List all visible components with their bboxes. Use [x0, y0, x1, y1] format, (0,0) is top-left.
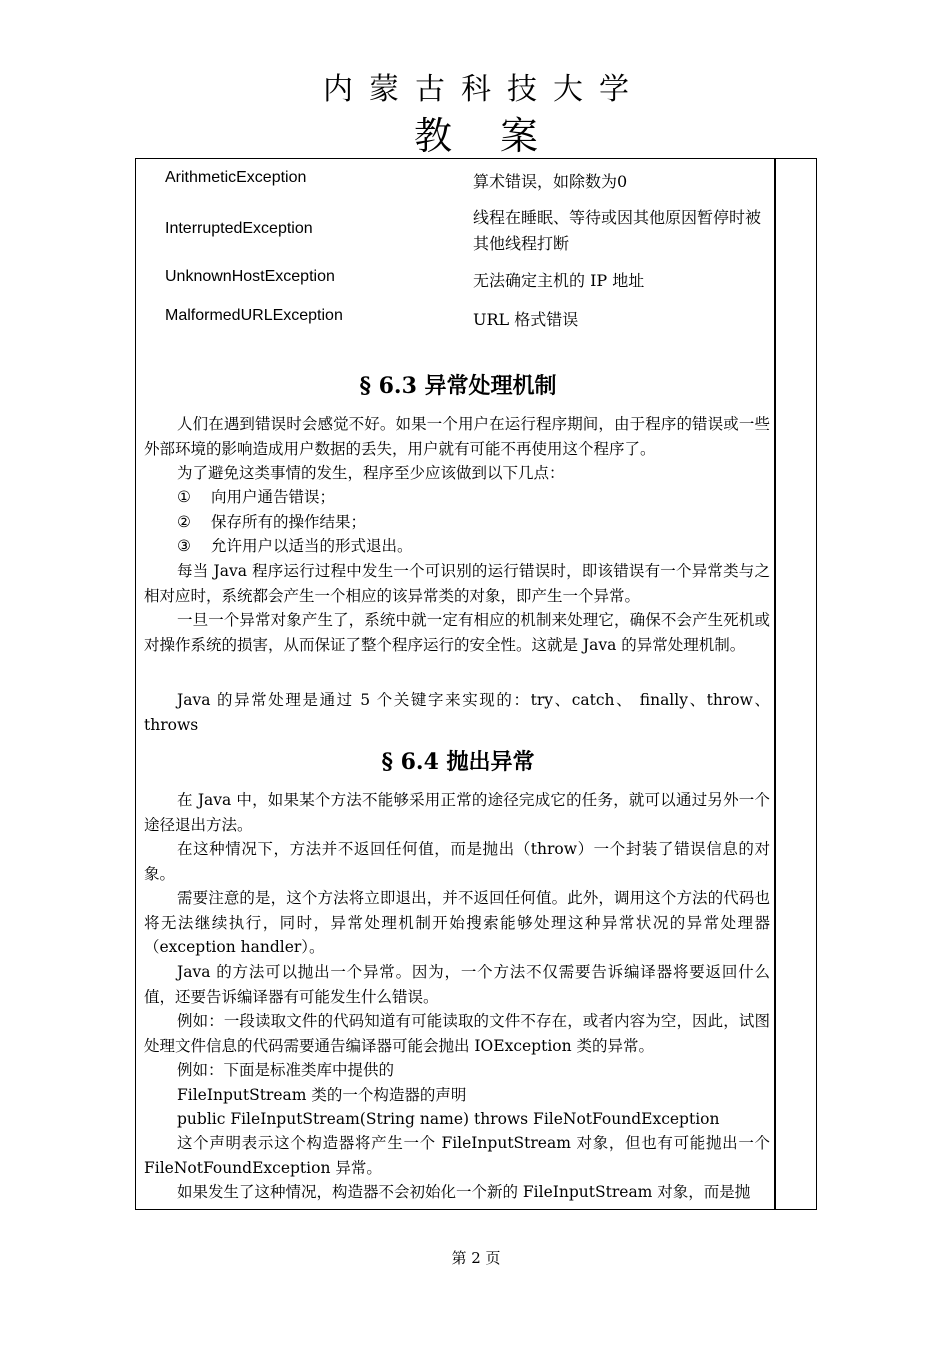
page-number: 第 2 页: [451, 1249, 501, 1267]
paragraph: 例如：一段读取文件的代码知道有可能读取的文件不存在，或者内容为空，因此，试图处理文件信息的代码需要通告编译器可能会抛出 IOException 类的异常。: [144, 1012, 770, 1055]
list-item: [177, 485, 335, 510]
paragraph: Java 的异常处理是通过 5 个关键字来实现的：try、catch、 finally、throw、throws: [144, 691, 770, 734]
paragraph: 为了避免这类事情的发生，程序至少应该做到以下几点：: [177, 464, 565, 482]
list-item: [177, 534, 413, 559]
list-number: ②: [177, 513, 191, 531]
doc-type-title: 教案: [413, 114, 586, 158]
university-title: 内蒙古科技大学: [323, 72, 645, 107]
code-declaration: public FileInputStream(String name) throws FileNotFoundException: [177, 1110, 720, 1128]
paragraph: 每当 Java 程序运行过程中发生一个可识别的运行错误时，即该错误有一个异常类与之相对应时，系统都会产生一个相应的该异常类的对象，即产生一个异常。: [144, 562, 770, 605]
section-title-6-4: § 6.4 抛出异常: [381, 749, 535, 775]
text-line: FileInputStream 类的一个构造器的声明: [177, 1086, 467, 1104]
paragraph: 这个声明表示这个构造器将产生一个 FileInputStream 对象，但也有可能抛出一个 FileNotFoundException 异常。: [144, 1134, 770, 1177]
section-title-6-3: § 6.3 异常处理机制: [359, 373, 557, 399]
paragraph: 一旦一个异常对象产生了，系统中就一定有相应的机制来处理它，确保不会产生死机或对操作系统的损害，从而保证了整个程序运行的安全性。这就是 Java 的异常处理机制。: [144, 611, 770, 654]
exception-name: InterruptedException: [165, 220, 313, 237]
exception-desc: URL 格式错误: [473, 310, 579, 329]
exception-name: MalformedURLException: [165, 307, 343, 324]
paragraph: 需要注意的是，这个方法将立即退出，并不返回任何值。此外，调用这个方法的代码也将无法继续执行，同时，异常处理机制开始搜索能够处理这种异常状况的异常处理器（exception handler）。: [144, 889, 770, 956]
paragraph: 人们在遇到错误时会感觉不好。如果一个用户在运行程序期间，由于程序的错误或一些外部环境的影响造成用户数据的丢失，用户就有可能不再使用这个程序了。: [144, 415, 770, 458]
exception-desc: 线程在睡眠、等待或因其他原因暂停时被其他线程打断: [473, 208, 762, 253]
list-item: [177, 510, 366, 535]
list-text: 向用户通告错误；: [211, 488, 336, 506]
exception-name: UnknownHostException: [165, 268, 335, 285]
list-number: ①: [177, 488, 191, 506]
paragraph: 在这种情况下，方法并不返回任何值，而是抛出（throw）一个封装了错误信息的对象。: [144, 840, 770, 883]
page-content: [144, 158, 772, 1208]
paragraph: 在 Java 中，如果某个方法不能够采用正常的途径完成它的任务，就可以通过另外一个途径退出方法。: [144, 791, 770, 834]
exception-desc: 算术错误，如除数为0: [473, 172, 628, 191]
exception-desc: 无法确定主机的 IP 地址: [473, 271, 645, 290]
paragraph: Java 的方法可以抛出一个异常。因为，一个方法不仅需要告诉编译器将要返回什么值，还要告诉编译器有可能发生什么错误。: [144, 963, 770, 1006]
text-line: 例如：下面是标准类库中提供的: [177, 1061, 395, 1079]
margin-column-divider: [774, 158, 776, 1210]
list-text: 允许用户以适当的形式退出。: [211, 537, 413, 555]
list-number: ③: [177, 537, 191, 555]
paragraph: 如果发生了这种情况，构造器不会初始化一个新的 FileInputStream 对象，而是抛: [177, 1183, 751, 1201]
list-text: 保存所有的操作结果；: [211, 513, 367, 531]
exception-name: ArithmeticException: [165, 169, 307, 186]
